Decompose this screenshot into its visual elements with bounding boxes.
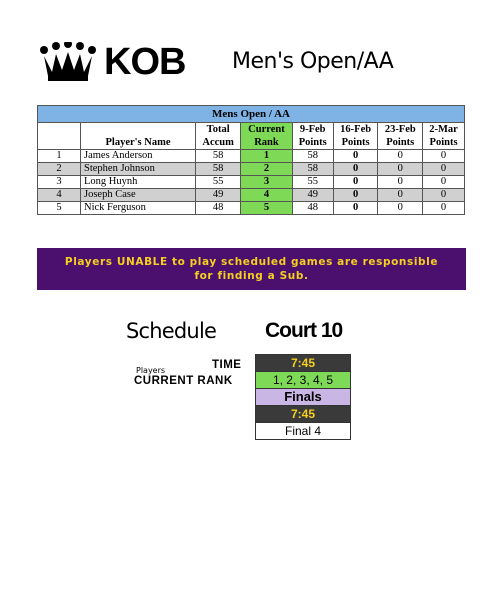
col-bot-5: Points [333, 136, 378, 150]
standings-banner: Mens Open / AA [38, 106, 465, 123]
points-feb23: 0 [378, 150, 423, 163]
points-feb16: 0 [333, 176, 378, 189]
table-row [38, 202, 465, 215]
current-rank-label: CURRENT RANK [134, 375, 233, 387]
standings-table [37, 105, 465, 215]
sub-notice-banner [37, 248, 466, 290]
col-bot-6: Points [378, 136, 423, 150]
current-rank: 4 [241, 189, 292, 202]
row-number: 1 [38, 150, 81, 163]
total-accum: 58 [196, 163, 241, 176]
points-feb16: 0 [333, 150, 378, 163]
col-top-1 [81, 123, 196, 137]
schedule-time-2: 7:45 [256, 406, 351, 423]
col-top-4: 9-Feb [292, 123, 333, 137]
schedule-table [255, 354, 351, 440]
col-top-5: 16-Feb [333, 123, 378, 137]
row-number: 4 [38, 189, 81, 202]
row-number: 2 [38, 163, 81, 176]
total-accum: 48 [196, 202, 241, 215]
crown-icon [38, 42, 98, 82]
court-heading: Court 10 [265, 319, 343, 342]
points-feb23: 0 [378, 163, 423, 176]
total-accum: 55 [196, 176, 241, 189]
division-title: Men's Open/AA [232, 49, 394, 74]
standings-header-bottom [38, 136, 465, 150]
col-top-0 [38, 123, 81, 137]
current-rank: 3 [241, 176, 292, 189]
schedule-heading: Schedule [126, 319, 217, 343]
current-rank: 2 [241, 163, 292, 176]
player-name: James Anderson [81, 150, 196, 163]
players-label: Players [136, 366, 166, 375]
col-top-2: Total [196, 123, 241, 137]
standings-banner-row [38, 106, 465, 123]
points-mar2: 0 [423, 163, 465, 176]
row-number: 3 [38, 176, 81, 189]
points-feb9: 55 [292, 176, 333, 189]
points-mar2: 0 [423, 150, 465, 163]
points-feb23: 0 [378, 176, 423, 189]
player-name: Joseph Case [81, 189, 196, 202]
points-mar2: 0 [423, 176, 465, 189]
table-row [38, 189, 465, 202]
col-top-6: 23-Feb [378, 123, 423, 137]
col-bot-3: Rank [241, 136, 292, 150]
schedule-ranks: 1, 2, 3, 4, 5 [256, 372, 351, 389]
points-feb23: 0 [378, 202, 423, 215]
current-rank: 5 [241, 202, 292, 215]
schedule-finals: Finals [256, 389, 351, 406]
col-bot-2: Accum [196, 136, 241, 150]
col-bot-0 [38, 136, 81, 150]
table-row [38, 150, 465, 163]
table-row [38, 163, 465, 176]
points-mar2: 0 [423, 189, 465, 202]
points-feb9: 58 [292, 150, 333, 163]
points-feb9: 49 [292, 189, 333, 202]
standings-header-top [38, 123, 465, 137]
points-feb16: 0 [333, 163, 378, 176]
col-bot-4: Points [292, 136, 333, 150]
points-feb9: 58 [292, 163, 333, 176]
points-feb16: 0 [333, 202, 378, 215]
col-bot-7: Points [423, 136, 465, 150]
col-top-3: Current [241, 123, 292, 137]
schedule-time-1: 7:45 [256, 355, 351, 372]
player-name: Stephen Johnson [81, 163, 196, 176]
row-number: 5 [38, 202, 81, 215]
total-accum: 49 [196, 189, 241, 202]
points-feb23: 0 [378, 189, 423, 202]
sub-notice-text: Players UNABLE to play scheduled games are responsible for finding a Sub. [64, 256, 439, 282]
time-label: TIME [212, 359, 242, 371]
col-bot-1: Player's Name [81, 136, 196, 150]
points-feb9: 48 [292, 202, 333, 215]
player-name: Long Huynh [81, 176, 196, 189]
col-top-7: 2-Mar [423, 123, 465, 137]
points-feb16: 0 [333, 189, 378, 202]
table-row [38, 176, 465, 189]
total-accum: 58 [196, 150, 241, 163]
current-rank: 1 [241, 150, 292, 163]
points-mar2: 0 [423, 202, 465, 215]
logo-text: KOB [104, 41, 186, 83]
kob-logo [38, 38, 188, 86]
schedule-final-4: Final 4 [256, 423, 351, 440]
player-name: Nick Ferguson [81, 202, 196, 215]
